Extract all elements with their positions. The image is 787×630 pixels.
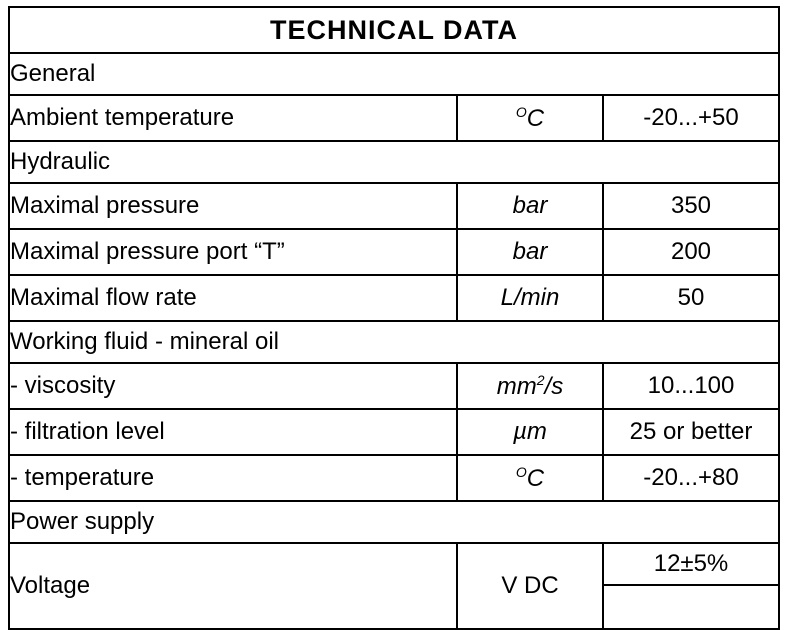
row-label-temperature: - temperature <box>9 455 457 501</box>
row-value-maximal-flow-rate: 50 <box>603 275 779 321</box>
table-row <box>9 363 779 409</box>
table-row <box>9 95 779 141</box>
row-label-maximal-pressure-port-t: Maximal pressure port “T” <box>9 229 457 275</box>
row-unit-filtration-level: µm <box>457 409 603 455</box>
row-unit-maximal-pressure-port-t: bar <box>457 229 603 275</box>
row-value-voltage-cell <box>603 543 779 629</box>
degree-symbol: O <box>515 103 527 120</box>
row-value-maximal-pressure: 350 <box>603 183 779 229</box>
row-label-maximal-pressure: Maximal pressure <box>9 183 457 229</box>
table-row <box>9 53 779 95</box>
table-row <box>9 543 779 629</box>
row-unit-maximal-pressure: bar <box>457 183 603 229</box>
degree-symbol: O <box>515 463 527 480</box>
table-row <box>9 455 779 501</box>
table-row <box>9 409 779 455</box>
row-value-viscosity: 10...100 <box>603 363 779 409</box>
row-unit-voltage-text: V DC <box>501 572 559 599</box>
superscript-two: 2 <box>536 371 545 388</box>
row-value-maximal-pressure-port-t: 200 <box>603 229 779 275</box>
row-unit-maximal-flow-rate: L/min <box>457 275 603 321</box>
row-unit-viscosity: $mm^2/s$ <box>457 363 603 409</box>
row-value-ambient-temperature: -20...+50 <box>603 95 779 141</box>
section-header-hydraulic: Hydraulic <box>9 141 779 183</box>
table-row <box>9 275 779 321</box>
row-label-ambient-temperature: Ambient temperature <box>9 95 457 141</box>
technical-data-table <box>8 6 780 630</box>
table-row <box>9 321 779 363</box>
row-value-filtration-level: 25 or better <box>603 409 779 455</box>
voltage-value-stack <box>604 544 778 628</box>
page-title: TECHNICAL DATA <box>9 7 779 53</box>
row-unit-voltage <box>457 543 603 629</box>
table-row <box>9 183 779 229</box>
row-value-voltage-top: 12±5% <box>604 544 778 586</box>
row-label-filtration-level: - filtration level <box>9 409 457 455</box>
row-label-voltage-text: Voltage <box>10 572 91 599</box>
row-unit-ambient-temperature: $^O$C <box>457 95 603 141</box>
section-header-power-supply: Power supply <box>9 501 779 543</box>
row-value-temperature: -20...+80 <box>603 455 779 501</box>
row-label-maximal-flow-rate: Maximal flow rate <box>9 275 457 321</box>
table-row-title <box>9 7 779 53</box>
row-label-voltage <box>9 543 457 629</box>
table-row <box>9 229 779 275</box>
table-row <box>9 501 779 543</box>
row-unit-temperature: $^O$C <box>457 455 603 501</box>
section-header-general: General <box>9 53 779 95</box>
section-header-working-fluid: Working fluid - mineral oil <box>9 321 779 363</box>
row-label-viscosity: - viscosity <box>9 363 457 409</box>
table-row <box>9 141 779 183</box>
row-value-voltage-bottom <box>604 586 778 628</box>
